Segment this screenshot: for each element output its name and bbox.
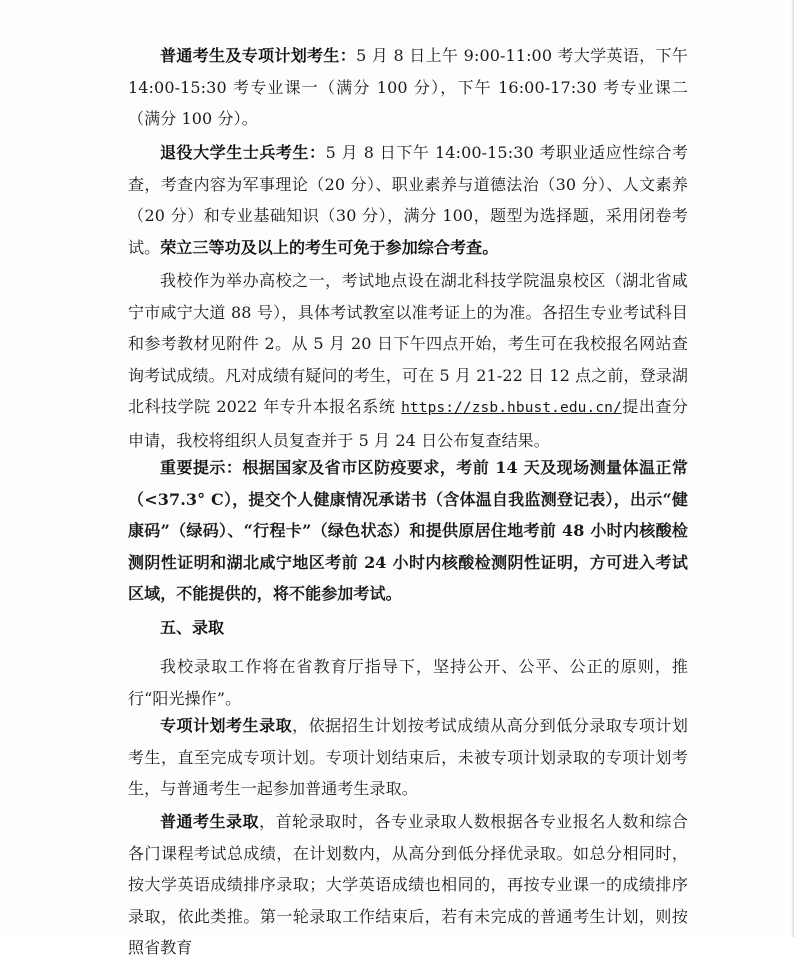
admission-principle-text: 我校录取工作将在省教育厅指导下，坚持公开、公平、公正的原则，推行“阳光操作”。 [128, 657, 688, 708]
paragraph-important-notice [128, 452, 688, 610]
section-heading-admission: 五、录取 [160, 618, 225, 637]
label-regular-admission: 普通考生录取 [160, 812, 260, 831]
review-request-text: 提出查分申请，我校将组织人员复查并于 5 月 24 日公布复查结果。 [128, 397, 689, 450]
veteran-exemption-note: 荣立三等功及以上的考生可免于参加综合考查。 [160, 237, 499, 257]
label-important-notice: 重要提示： [160, 458, 243, 477]
special-plan-admission-text: ，依据招生计划按考试成绩从高分到低分录取专项计划考生，直至完成专项计划。专项计划结束后，未被专项计划录取的专项计划考生，与普通考生一起参加普通考生录取。 [128, 716, 688, 798]
label-special-plan-admission: 专项计划考生录取 [160, 716, 293, 735]
veteran-schedule-text: 5 月 8 日下午 14:00-15:30 考职业适应性综合考查，考查内容为军事理论（20 分）、职业素养与道德法治（30 分）、人文素养（20 分）和专业基础知识（30 分），满分 100，题型为选择题，采用闭卷考试。 [128, 143, 688, 257]
location-results-text: 我校作为举办高校之一，考试地点设在湖北科技学院温泉校区（湖北省咸宁市咸宁大道 88 号），具体考试教室以准考证上的为准。各招生专业考试科目和参考教材见附件 2。从 5 月 20 日下午四点开始，考生可在我校报名网站查询考试成绩。凡对成绩有疑问的考生，可在 5 月 21-22 日 12 点之前，登录湖北科技学院 2022 年专升本报名系统 [128, 271, 688, 416]
paragraph-special-plan-admission [128, 710, 688, 805]
paragraph-exam-schedule-veterans [128, 137, 688, 263]
regular-schedule-text: 5 月 8 日上午 9:00-11:00 考大学英语，下午 14:00-15:30 考专业课一（满分 100 分），下午 16:00-17:30 考专业课二（满分 100 分）。 [128, 46, 689, 128]
label-regular-candidates: 普通考生及专项计划考生： [160, 46, 357, 65]
label-veteran-candidates: 退役大学生士兵考生： [160, 143, 326, 162]
registration-system-link[interactable]: https://zsb.hbust.edu.cn/ [401, 400, 622, 416]
paragraph-admission-principle [128, 651, 688, 714]
paragraph-exam-schedule-regular [128, 40, 688, 135]
paragraph-regular-admission [128, 806, 688, 964]
regular-admission-text: ，首轮录取时，各专业录取人数根据各专业报名人数和综合各门课程考试总成绩，在计划数内，从高分到低分择优录取。如总分相同时，按大学英语成绩排序录取；大学英语成绩也相同的，再按专业课一的成绩排序录取，依此类推。第一轮录取工作结束后，若有未完成的普通考生计划，则按照省教育 [128, 812, 688, 957]
epidemic-requirements-text: 根据国家及省市区防疫要求，考前 14 天及现场测量体温正常（<37.3° C），提交个人健康情况承诺书（含体温自我监测登记表），出示“健康码”（绿码）、“行程卡”（绿色状态）和提供原居住地考前 48 小时内核酸检测阴性证明和湖北咸宁地区考前 24 小时内核酸检测阴性证明，方可进入考试区域，不能提供的，将不能参加考试。 [128, 458, 688, 603]
paragraph-exam-location-results [128, 265, 688, 456]
